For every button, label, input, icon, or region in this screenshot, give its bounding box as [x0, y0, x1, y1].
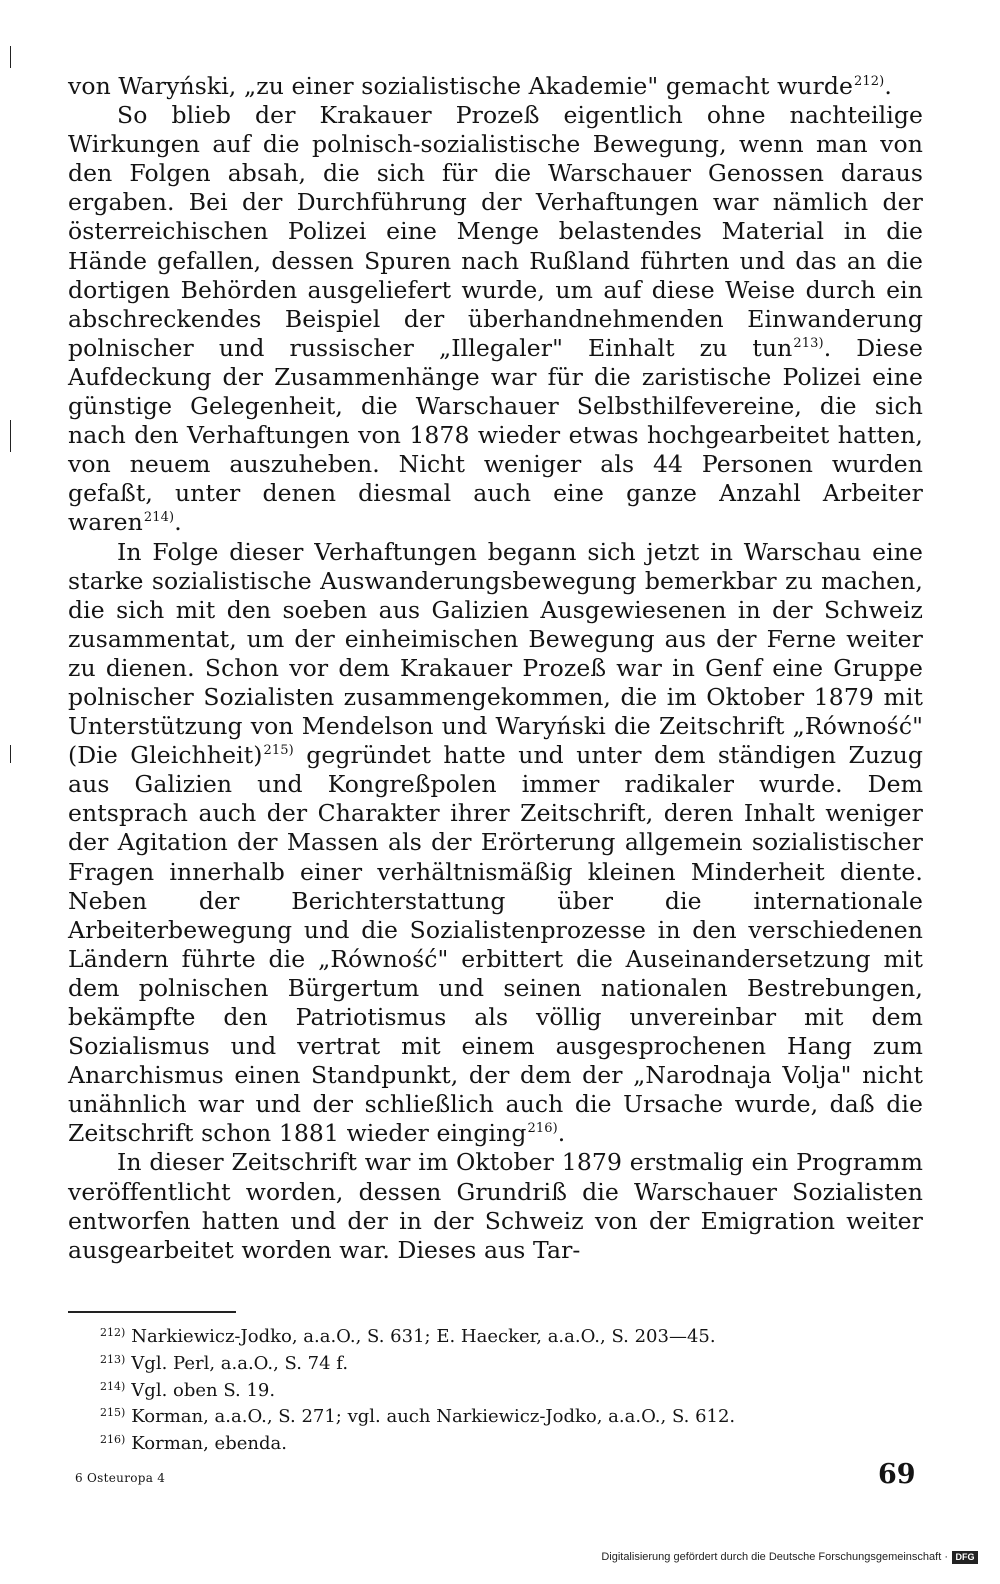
- text-run: In Folge dieser Verhaftungen begann sich jetzt in Warschau eine starke sozialistische Auswanderungsbewegung bemerkbar zu machen, die sich mit den soeben aus Galizien Ausgewiesenen in der Schweiz zusammentat, um der einheimischen Bewegung aus der Ferne weiter zu dienen. Schon vor dem Krakauer Prozeß war in Genf eine Gruppe polnischer Sozialisten zusammengekommen, die im Oktober 1879 mit Unterstützung von Mendelson und Waryński die Zeitschrift „Równość" (Die Gleichheit): [68, 537, 923, 770]
- footnote: [100, 1376, 920, 1403]
- footnote-text: Vgl. Perl, a.a.O., S. 74 f.: [131, 1352, 349, 1374]
- text-run: .: [884, 72, 892, 100]
- digitization-note: Digitalisierung gefördert durch die Deutsche Forschungsgemeinschaft ·: [601, 1551, 948, 1563]
- footnote-ref: 216): [527, 1121, 558, 1137]
- signature-mark: 6 Osteuropa 4: [75, 1471, 166, 1485]
- footnote-ref: 212): [854, 74, 885, 89]
- footnote-text: Vgl. oben S. 19.: [131, 1379, 276, 1401]
- footnote-text: Korman, ebenda.: [131, 1433, 287, 1455]
- scan-edge-mark: [10, 420, 11, 452]
- dfg-logo-icon: DFG: [952, 1551, 978, 1564]
- footnote: [100, 1402, 920, 1429]
- footnote-ref: 213): [793, 335, 824, 351]
- footnote-text: Korman, a.a.O., S. 271; vgl. auch Narkiewicz-Jodko, a.a.O., S. 612.: [131, 1406, 736, 1428]
- text-run: .: [557, 1119, 566, 1148]
- footnote-number: 216): [100, 1433, 126, 1447]
- text-run: gegründet hatte und unter dem ständigen Zuzug aus Galizien und Kongreßpolen immer radikaler wurde. Dem entsprach auch der Charakter ihrer Zeitschrift, deren Inhalt weniger der Agitation der Massen als der Erörterung allgemein sozialistischer Fragen innerhalb einer verhältnismäßig kleinen Minderheit diente. Neben der Berichterstattung über die internationale Arbeiterbewegung und die Sozialistenprozesse in den verschiedenen Ländern führte die „Równość" erbittert die Auseinandersetzung mit dem polnischen Bürgertum und seinen nationalen Bestrebungen, bekämpfte den Patriotismus als völlig unvereinbar mit dem Sozialismus und vertrat mit einem ausgesprochenen Hang zum Anarchismus einen Standpunkt, der dem der „Narodnaja Volja" nicht unähnlich war und der schließlich auch die Ursache wurde, daß die Zeitschrift schon 1881 wieder einging: [68, 741, 923, 1148]
- footnote: [100, 1349, 920, 1376]
- paragraph: [68, 101, 923, 537]
- footnote-number: 213): [100, 1352, 126, 1366]
- paragraph: [68, 72, 923, 101]
- page-number: 69: [878, 1459, 916, 1490]
- footnote: [100, 1429, 920, 1456]
- footnote-rule: [68, 1311, 236, 1313]
- footnote-number: 212): [100, 1326, 126, 1339]
- text-run: So blieb der Krakauer Prozeß eigentlich ohne nachteilige Wirkungen auf die polnisch-sozialistische Bewegung, wenn man von den Folgen absah, die sich für die Warschauer Genossen daraus ergaben. Bei der Durchführung der Verhaftungen war nämlich der österreichischen Polizei eine Menge belastendes Material in die Hände gefallen, dessen Spuren nach Rußland führten und das an die dortigen Behörden ausgeliefert wurde, um auf diese Weise durch ein abschreckendes Beispiel der überhandnehmenden Einwanderung polnischer und russischer „Illegaler" Einhalt zu tun: [68, 101, 923, 362]
- footnote-number: 214): [100, 1379, 126, 1393]
- footnote-ref: 215): [263, 743, 294, 759]
- text-run: von Waryński, „zu einer sozialistische Akademie" gemacht wurde: [68, 72, 854, 100]
- scan-edge-mark: [10, 46, 11, 68]
- footnote-text: Narkiewicz-Jodko, a.a.O., S. 631; E. Haecker, a.a.O., S. 203—45.: [131, 1326, 716, 1347]
- text-run: In dieser Zeitschrift war im Oktober 1879 erstmalig ein Programm veröffentlicht worden, dessen Grundriß die Warschauer Sozialisten entworfen hatten und der in der Schweiz von der Emigration weiter ausgearbeitet worden war. Dieses aus Tar-: [68, 1148, 923, 1264]
- paragraph: [68, 538, 923, 1149]
- text-run: . Diese Aufdeckung der Zusammenhänge war für die zaristische Polizei eine günstige Gelegenheit, die Warschauer Selbsthilfevereine, die sich nach den Verhaftungen von 1878 wieder etwas hochgearbeitet hatten, von neuem auszuheben. Nicht weniger als 44 Personen wurden gefaßt, unter denen diesmal auch eine ganze Anzahl Arbeiter waren: [68, 333, 923, 537]
- footnote-ref: 214): [143, 510, 175, 526]
- text-run: .: [174, 508, 182, 537]
- body-text: [68, 72, 923, 1265]
- scan-edge-mark: [10, 745, 11, 763]
- footnotes: [100, 1322, 920, 1456]
- footnote: [100, 1322, 920, 1349]
- footnote-number: 215): [100, 1406, 126, 1420]
- paragraph: [68, 1148, 923, 1264]
